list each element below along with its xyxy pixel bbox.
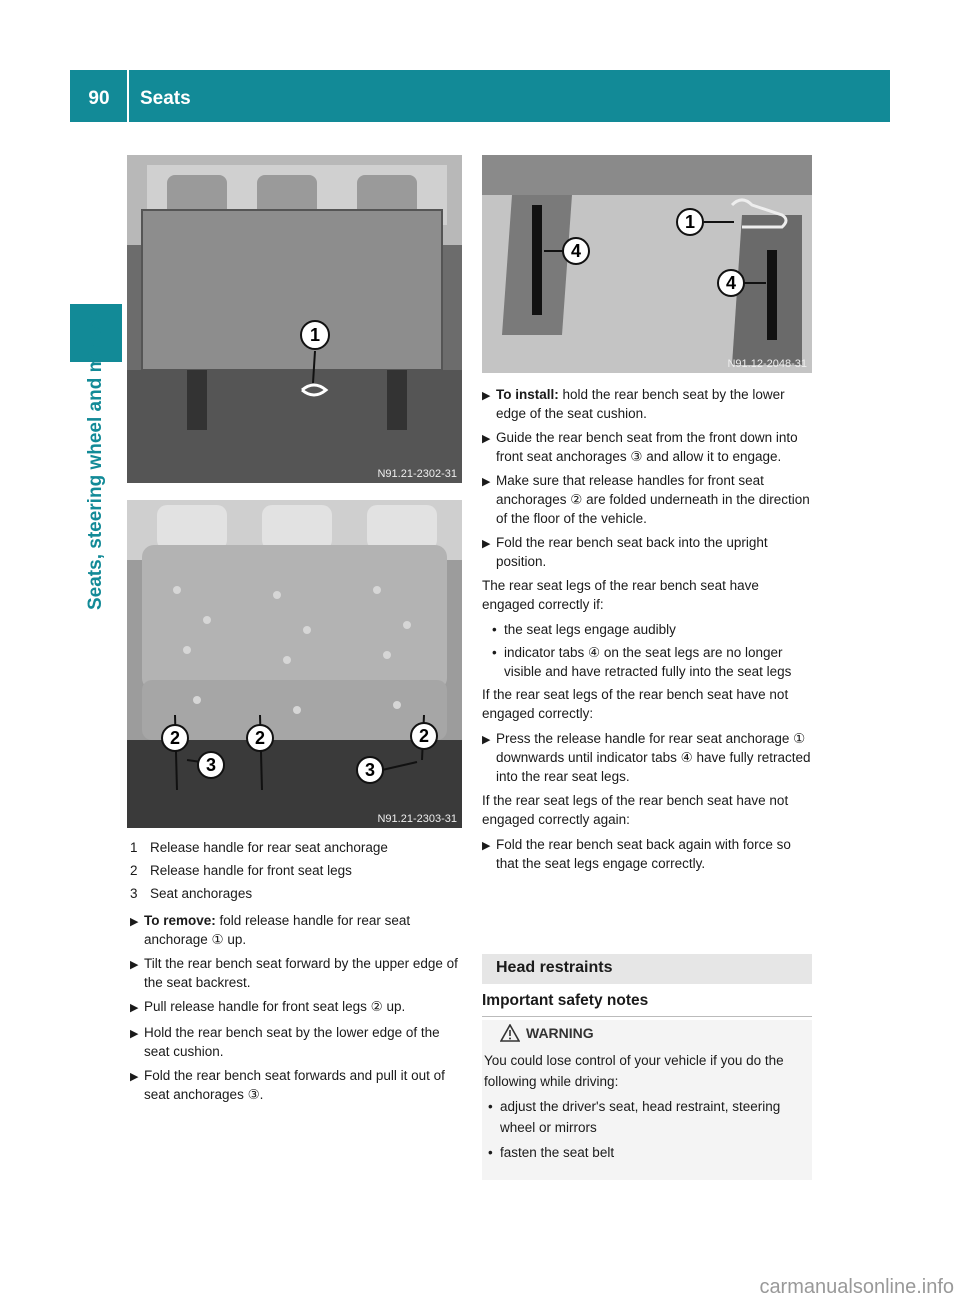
figure-code: N91.21-2303-31 [377,813,457,825]
head-restraints-heading: Head restraints [482,954,812,984]
warning-header: WARNING [500,1024,594,1042]
legend-item: 2 Release handle for front seat legs [130,863,352,878]
callout-1: 1 [684,212,696,232]
callout-4: 4 [725,273,737,293]
install-step: ▶ Fold the rear bench seat back into the upright position. [482,535,768,569]
callout-2: 2 [169,728,181,748]
header-divider [127,70,129,122]
warning-icon [500,1024,520,1042]
callout-4: 4 [570,241,582,261]
callout-2: 2 [254,728,266,748]
engaged-intro: The rear seat legs of the rear bench seat have engaged correctly if: [482,578,759,612]
safety-notes-subheading: Important safety notes [482,992,649,1009]
divider [482,1016,812,1017]
figure-rear-seat-front [127,500,462,828]
engaged-bullet: • indicator tabs ④ on the seat legs are no longer visible and have retracted fully into the seat legs [492,645,792,679]
watermark: carmanualsonline.info [759,1276,954,1298]
figure-seat-legs [482,155,812,373]
callout-3: 3 [364,760,376,780]
callout-1: 1 [309,325,321,345]
remove-step: ▶ Hold the rear bench seat by the lower edge of the seat cushion. [130,1025,440,1059]
legend-item: 3 Seat anchorages [130,886,253,901]
legend-item: 1 Release handle for rear seat anchorage [130,840,388,855]
figure-code: N91.21-2302-31 [377,468,457,480]
again-intro: If the rear seat legs of the rear bench seat have not engaged correctly again: [482,793,789,827]
page-number: 90 [88,88,110,109]
not-engaged-intro: If the rear seat legs of the rear bench seat have not engaged correctly: [482,687,789,721]
remove-step: ▶ Pull release handle for front seat legs ② up. [130,999,406,1014]
remove-step: ▶ Fold the rear bench seat forwards and pull it out of seat anchorages ③. [130,1068,445,1102]
install-step: ▶ Make sure that release handles for front seat anchorages ② are folded underneath in the direction of the floor of the vehicle. [482,473,810,526]
figure-rear-seat-back [127,155,462,483]
left-column [130,838,462,1109]
not-engaged-step: ▶ Press the release handle for rear seat anchorage ① downwards until indicator tabs ④ have fully retracted into the rear seat legs. [482,731,811,784]
figure-code: N91.12-2048-31 [727,358,807,370]
page-header-bar [70,70,890,122]
remove-step: ▶ To remove: fold release handle for rear seat anchorage ① up. [130,913,411,947]
remove-step: ▶ Tilt the rear bench seat forward by the upper edge of the seat backrest. [130,956,458,990]
install-step: ▶ To install: hold the rear bench seat by the lower edge of the seat cushion. [482,387,785,421]
install-step: ▶ Guide the rear bench seat from the front down into front seat anchorages ③ and allow it to engage. [482,430,798,464]
callout-2: 2 [418,726,430,746]
again-step: ▶ Fold the rear bench seat back again with force so that the seat legs engage correctly. [482,837,791,871]
section-title: Seats [140,88,191,109]
engaged-bullet: • the seat legs engage audibly [492,622,676,637]
warning-text: You could lose control of your vehicle if you do the following while driving: • adjust the driver's seat, head restraint, steering wheel or mirrors • fasten the seat belt [484,1050,804,1167]
right-column [482,385,814,878]
warning-bullet: • fasten the seat belt [488,1145,615,1160]
warning-bullet: • adjust the driver's seat, head restraint, steering wheel or mirrors [488,1099,781,1135]
callout-3: 3 [205,755,217,775]
